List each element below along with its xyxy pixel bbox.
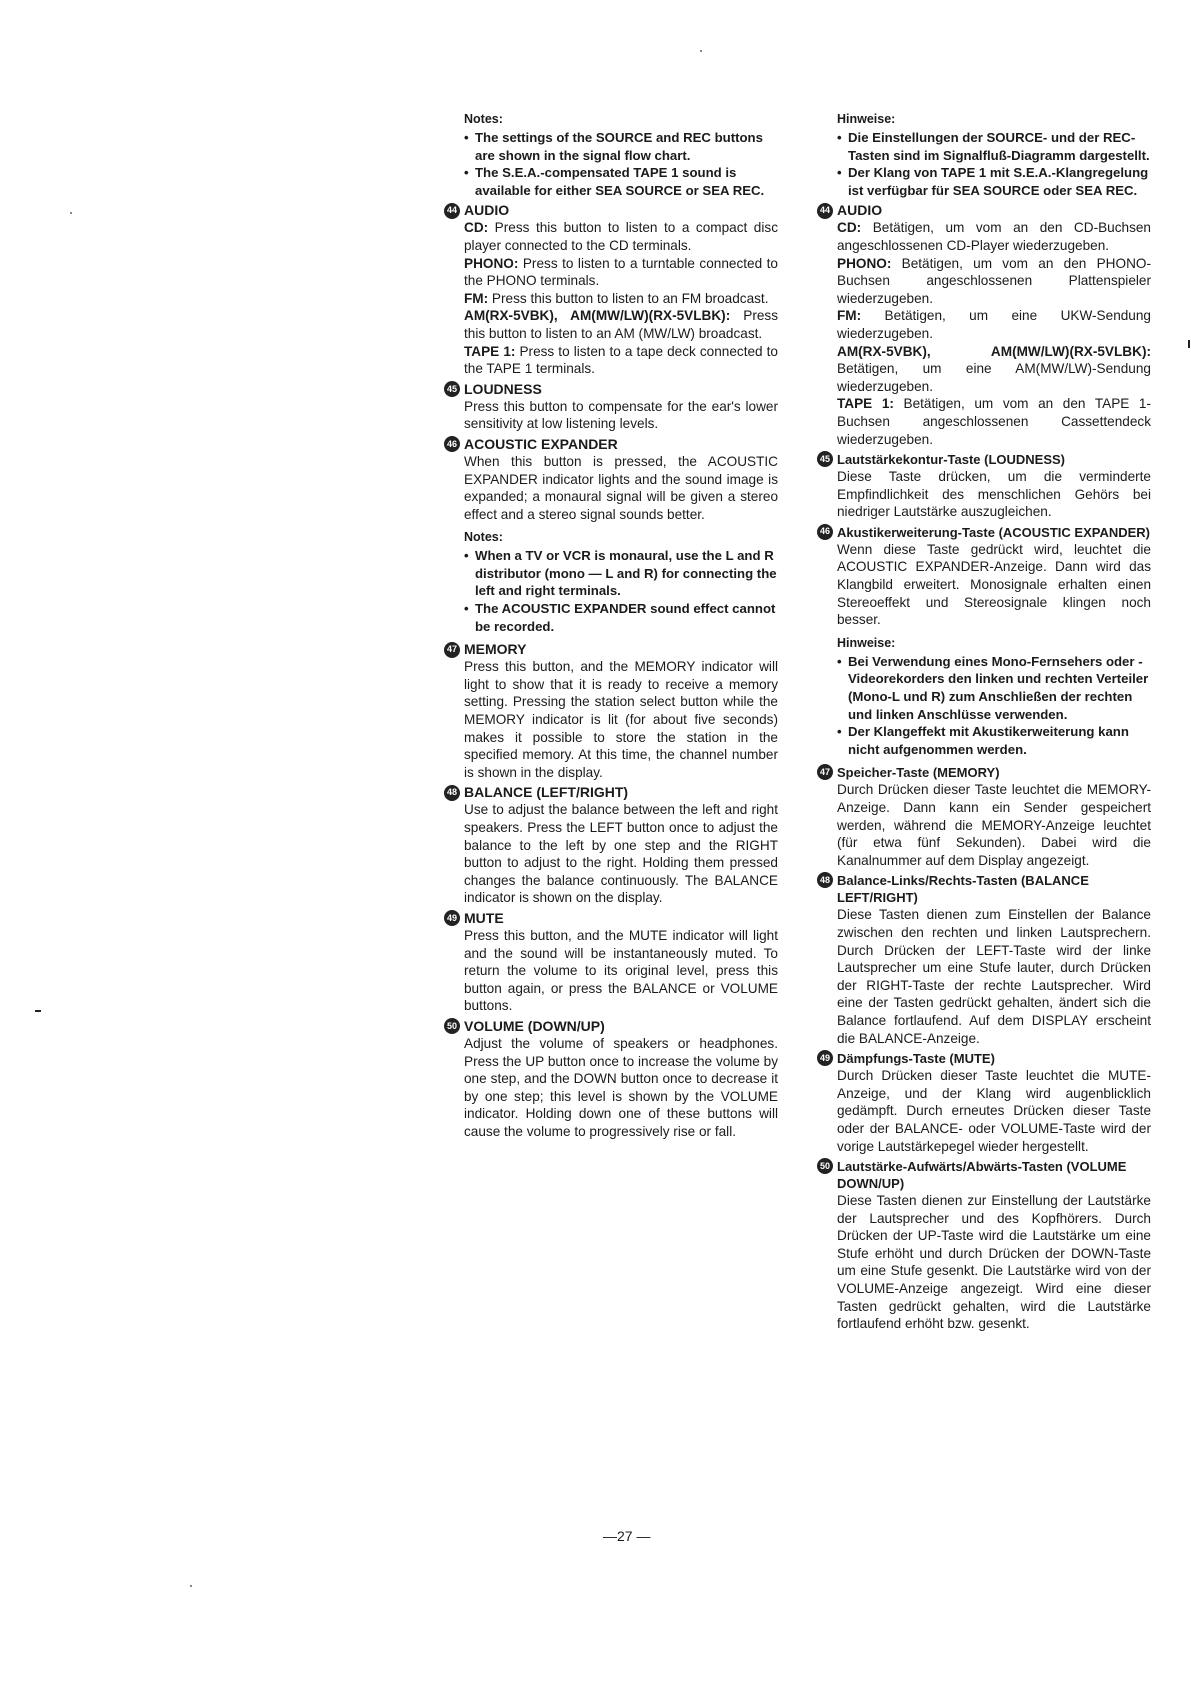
item-number-badge: 45: [444, 381, 460, 397]
section-balance: [448, 784, 778, 907]
audio-fm-paragraph: FM: Press this button to listen to an FM broadcast.: [464, 290, 769, 306]
item-number-badge: 47: [444, 642, 460, 658]
scan-mark: [1188, 340, 1190, 348]
notes-title: Notes:: [464, 112, 503, 126]
item-number-badge: 46: [817, 524, 833, 540]
section-text: Wenn diese Taste gedrückt wird, leuchtet die ACOUSTIC EXPANDER-Anzeige. Dann wird das Klangbild erweitert. Monosignale erhalten einen Stereoeffekt und Stereosignale klingen noch besser.: [837, 541, 1151, 628]
section-title: VOLUME (DOWN/UP): [464, 1017, 605, 1034]
note-item: • The settings of the SOURCE and REC buttons are shown in the signal flow chart.: [464, 130, 763, 163]
section-text: Press this button to compensate for the ear's lower sensitivity at low listening levels.: [464, 398, 778, 432]
section-text: When this button is pressed, the ACOUSTIC EXPANDER indicator lights and the sound image is expanded; a monaural signal will be given a stereo effect and a stereo signal sounds better.: [464, 453, 778, 522]
note-item: • The S.E.A.-compensated TAPE 1 sound is available for either SEA SOURCE or SEA REC.: [464, 165, 765, 198]
section-title: MUTE: [464, 909, 504, 926]
item-number-badge: 46: [444, 436, 460, 452]
item-number-badge: 44: [444, 203, 460, 219]
audio-am-paragraph: AM(RX-5VBK), AM(MW/LW)(RX-5VLBK): Betätigen, um eine AM(MW/LW)-Sendung wiederzugeben.: [837, 343, 1151, 394]
section-title: ACOUSTIC EXPANDER: [464, 435, 618, 452]
note-item: • When a TV or VCR is monaural, use the L and R distributor (mono — L and R) for connecting the left and right terminals.: [464, 548, 777, 599]
section-title: Akustikerweiterung-Taste (ACOUSTIC EXPANDER): [837, 524, 1151, 540]
notes-title: Hinweise:: [837, 112, 896, 126]
notes-title: Hinweise:: [837, 635, 896, 650]
section-text: Diese Taste drücken, um die verminderte Empfindlichkeit des menschlichen Gehörs bei niedriger Lautstärke auszugleichen.: [837, 469, 1151, 520]
section-audio: [821, 202, 1151, 448]
audio-cd-paragraph: CD: Betätigen, um vom an den CD-Buchsen angeschlossenen CD-Player wiederzugeben.: [837, 220, 1151, 253]
section-text: Adjust the volume of speakers or headphones. Press the UP button once to increase the volume by one step, and the DOWN button once to decrease it by one step; this level is shown by the VOLUME indicator. Holding down one of these buttons will cause the volume to progressively rise or fall.: [464, 1035, 778, 1139]
scan-speck: [190, 1585, 192, 1587]
audio-tape-paragraph: TAPE 1: Betätigen, um vom an den TAPE 1-Buchsen angeschlossenen Cassettendeck wiederzugeben.: [837, 396, 1152, 447]
note-item: • Der Klang von TAPE 1 mit S.E.A.-Klangregelung ist verfügbar für SEA SOURCE oder SEA REC.: [837, 165, 1149, 198]
section-text: Durch Drücken dieser Taste leuchtet die MUTE-Anzeige, und der Klang wird augenblicklich gedämpft. Durch erneutes Drücken dieser Taste oder der BALANCE- oder VOLUME-Taste wird der vorige Lautstärkepegel wieder hergestellt.: [837, 1068, 1151, 1154]
scan-speck: [700, 50, 702, 52]
section-text: Use to adjust the balance between the left and right speakers. Press the LEFT button once to adjust the balance to the left by one step and the RIGHT button to adjust to the right. Holding them pressed changes the balance continuously. The BALANCE indicator is shown on the display.: [464, 802, 778, 906]
audio-cd-paragraph: CD: Press this button to listen to a compact disc player connected to the CD terminals.: [464, 220, 778, 253]
notes-block: [821, 111, 1151, 199]
section-title: Lautstärke-Aufwärts/Abwärts-Tasten (VOLUME DOWN/UP): [837, 1159, 1127, 1192]
item-number-badge: 48: [444, 785, 460, 801]
section-memory: [448, 641, 778, 781]
note-item: • Die Einstellungen der SOURCE- und der REC-Tasten sind im Signalfluß-Diagramm dargestellt.: [837, 130, 1150, 163]
section-loudness: [821, 451, 1151, 521]
item-number-badge: 50: [817, 1158, 833, 1174]
note-item: • Der Klangeffekt mit Akustikerweiterung kann nicht aufgenommen werden.: [837, 724, 1129, 757]
audio-phono-paragraph: PHONO: Betätigen, um vom an den PHONO-Buchsen angeschlossenen Plattenspieler wiederzugeben.: [837, 255, 1151, 306]
page-number: —27 —: [603, 1528, 651, 1544]
notes-block: [448, 529, 778, 635]
scan-speck: [70, 212, 72, 214]
audio-fm-paragraph: FM: Betätigen, um eine UKW-Sendung wiederzugeben.: [837, 308, 1151, 341]
item-number-badge: 50: [444, 1018, 460, 1034]
section-text: Durch Drücken dieser Taste leuchtet die MEMORY-Anzeige. Dann kann ein Sender gespeichert werden, während die MEMORY-Anzeige leuchtet (für etwa fünf Sekunden). Dabei wird die Kanalnummer auf dem Display angezeigt.: [837, 782, 1151, 868]
item-number-badge: 49: [817, 1050, 833, 1066]
scan-mark: [35, 1010, 41, 1012]
section-text: Press this button, and the MEMORY indicator will light to show that it is ready to receive a memory setting. Pressing the station select button while the MEMORY indicator is lit (for about five seconds) makes it possible to store the station in the specified memory. At this time, the channel number is shown in the display.: [464, 659, 778, 780]
audio-tape-paragraph: TAPE 1: Press to listen to a tape deck connected to the TAPE 1 terminals.: [464, 343, 778, 377]
section-title: MEMORY: [464, 641, 527, 658]
section-text: Press this button, and the MUTE indicator will light and the sound will be instantaneously muted. To return the volume to its original level, press this button again, or press the BALANCE or VOLUME buttons.: [464, 927, 778, 1014]
section-acoustic-expander: [821, 524, 1151, 759]
section-title: Lautstärkekontur-Taste (LOUDNESS): [837, 452, 1066, 468]
section-text: Diese Tasten dienen zum Einstellen der Balance zwischen den rechten und linken Lautsprechern. Durch Drücken der LEFT-Taste wird der linke Lautsprecher um eine Stufe lauter, durch Drücken der RIGHT-Taste der rechte Lautsprecher. Wird eine der Tasten gedrückt gehalten, ändert sich die Balance fortlaufend. Auf dem DISPLAY erscheint die BALANCE-Anzeige.: [837, 907, 1151, 1046]
item-number-badge: 44: [817, 203, 833, 219]
note-item: • The ACOUSTIC EXPANDER sound effect cannot be recorded.: [464, 601, 776, 634]
german-column: [821, 111, 1151, 1333]
notes-title: Notes:: [464, 530, 503, 545]
notes-block: [821, 635, 1151, 759]
notes-block: [448, 111, 778, 199]
item-number-badge: 47: [817, 764, 833, 780]
item-number-badge: 48: [817, 872, 833, 888]
section-audio: [448, 202, 778, 377]
audio-am-paragraph: AM(RX-5VBK), AM(MW/LW)(RX-5VLBK): Press this button to listen to an AM (MW/LW) broadcast.: [464, 308, 779, 341]
section-title: AUDIO: [837, 202, 883, 219]
english-column: [448, 111, 778, 1141]
section-memory: [821, 764, 1151, 869]
section-volume: [448, 1018, 778, 1141]
section-title: AUDIO: [464, 202, 510, 219]
section-title: Speicher-Taste (MEMORY): [837, 765, 1000, 781]
section-title: BALANCE (LEFT/RIGHT): [464, 784, 629, 801]
item-number-badge: 49: [444, 910, 460, 926]
section-text: Diese Tasten dienen zur Einstellung der Lautstärke der Lautsprecher und des Kopfhörers. Durch Drücken der UP-Taste wird die Lautstärke um eine Stufe erhöht und durch Drücken der DOWN-Taste um eine Stufe gesenkt. Die Lautstärke wird von der VOLUME-Anzeige angezeigt. Wird eine dieser Tasten gedrückt gehalten, wird die Lautstärke fortlaufend erhöht bzw. gesenkt.: [837, 1193, 1151, 1332]
item-number-badge: 45: [817, 451, 833, 467]
audio-phono-paragraph: PHONO: Press to listen to a turntable connected to the PHONO terminals.: [464, 255, 778, 289]
section-mute: [448, 910, 778, 1015]
section-title: Balance-Links/Rechts-Tasten (BALANCE LEFT/RIGHT): [837, 873, 1089, 906]
section-balance: [821, 872, 1151, 1047]
section-title: Dämpfungs-Taste (MUTE): [837, 1051, 995, 1067]
section-acoustic-expander: [448, 436, 778, 635]
section-mute: [821, 1050, 1151, 1155]
section-title: LOUDNESS: [464, 380, 542, 397]
section-loudness: [448, 381, 778, 433]
note-item: • Bei Verwendung eines Mono-Fernsehers oder -Videorekorders den linken und rechten Verteiler (Mono-L und R) zum Anschließen der rechten und linken Anschlüsse verwenden.: [837, 653, 1149, 722]
section-volume: [821, 1158, 1151, 1333]
